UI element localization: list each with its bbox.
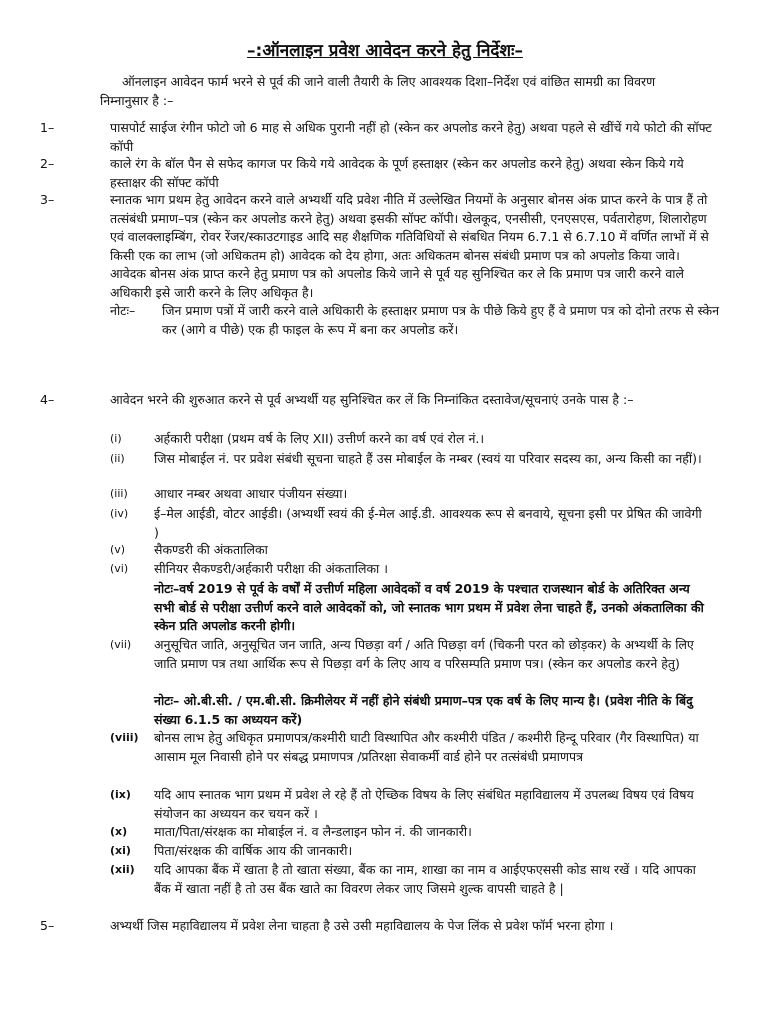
sub-item-text: अर्हकारी परीक्षा (प्रथम वर्ष के लिए XII) उत्तीर्ण करने का वर्ष एवं रोल नं.।: [154, 431, 485, 446]
sub-item-marker: (viii): [110, 731, 139, 744]
list-item-4: [40, 391, 720, 410]
sub-item-ii: [110, 450, 710, 469]
sub-item-text: ई–मेल आईडी, वोटर आईडी। (अभ्यर्थी स्वयं की ई-मेल आई.डी. आवश्यक रूप से बनवाये, सूचना इसी पर प्रेषित की जावेगी ): [154, 506, 702, 540]
sub-item-marker: (vi): [110, 562, 129, 575]
page-title: –:ऑनलाइन प्रवेश आवेदन करने हेतु निर्देशः–: [247, 41, 523, 61]
note-label: नोटः–: [110, 303, 136, 318]
sub-item-note-obc: [110, 692, 710, 729]
sub-item-marker: (i): [110, 432, 122, 445]
sub-item-xi: [110, 842, 710, 861]
sub-item-marker: (x): [110, 825, 128, 838]
sub-item-iii: [110, 485, 710, 504]
sub-item-text: नोटः–वर्ष 2019 से पूर्व के वर्षों में उत्तीर्ण महिला आवेदकों व वर्ष 2019 के पश्चात राजस्थान बोर्ड के अतिरिक्त अन्य सभी बोर्ड से परीक्षा उत्तीर्ण करने वाले आवेदकों को, जो स्नातक भाग प्रथम में प्रवेश लेना चाहते हैं, उनको अंकतालिका की स्केन प्रति अपलोड करनी होगी।: [154, 581, 704, 633]
item-number: 3–: [40, 192, 55, 207]
item-text: पासपोर्ट साईज रंगीन फोटो जो 6 माह से अधिक पुरानी नहीं हो (स्केन कर अपलोड करने हेतु) अथवा पहले से खींचें गये फोटो की सॉफ्ट कॉपी: [110, 120, 712, 154]
item-number: 4–: [40, 392, 55, 407]
sub-item-marker: (ii): [110, 452, 125, 465]
item-text: स्नातक भाग प्रथम हेतु आवेदन करने वाले अभ्यर्थी यदि प्रवेश नीति में उल्लेखित नियमों के अनुसार बोनस अंक प्राप्त करने के पात्र हैं तो तत्संबंधी प्रमाण–पत्र (स्केन कर अपलोड करने हेतु) अथवा इसकी सॉफ्ट कॉपी। खेलकूद, एनसीसी, एनएसएस, पर्वतारोहण, शिलारोहण एवं वालक्लाइम्बिंग, रोवर रेंजर/स्काउटगाइड आदि सह शैक्षणिक गतिविधियों से संबधित नियम 6.7.1 से 6.7.10 में वर्णित लाभों में से किसी एक का लाभ (जो अधिकतम हो) आवेदक को देय होगा, अतः अधिकतम बोनस संबंधी प्रमाण पत्र को अपलोड किया जावे।: [110, 192, 709, 263]
sub-item-i: [110, 430, 710, 449]
note-text: जिन प्रमाण पत्रों में जारी करने वाले अधिकारी के हस्ताक्षर प्रमाण पत्र के पीछे किये हुए हैं वे प्रमाण पत्र को दोनो तरफ से स्केन कर (आगे व पीछे) एक ही फाइल के रूप में बना कर अपलोड करें।: [162, 303, 720, 337]
item-note: [110, 302, 720, 339]
intro-paragraph: ऑनलाइन आवेदन फार्म भरने से पूर्व की जाने वाली तैयारी के लिए आवश्यक दिशा–निर्देश एवं वांछित सामग्री का विवरण निम्नानुसार है :–: [100, 74, 656, 108]
item-text: काले रंग के बॉल पैन से सफेद कागज पर किये गये आवेदक के पूर्ण हस्ताक्षर (स्केन कर अपलोड करने हेतु) अथवा स्केन किये गये हस्ताक्षर की सॉफ्ट कॉपी: [110, 156, 684, 190]
sub-item-text: यदि आप स्नातक भाग प्रथम में प्रवेश ले रहे हैं तो ऐच्छिक विषय के लिए संबंधित महाविद्यालय में उपलब्ध विषय एवं विषय संयोजन का अध्ययन कर चयन करें ।: [154, 787, 694, 821]
sub-item-ix: [110, 786, 710, 823]
sub-item-text: आधार नम्बर अथवा आधार पंजीयन संख्या।: [154, 486, 348, 501]
sub-item-text: यदि आपका बैंक में खाता है तो खाता संख्या, बैंक का नाम, शाखा का नाम व आईएफएससी कोड साथ रखें । यदि आपका बैंक में खाता नहीं है तो उस बैंक खाते का विवरण लेकर जाए जिसमे शुल्क वापसी चाहते है |: [154, 862, 696, 896]
item-number: 5–: [40, 918, 55, 933]
sub-item-x: [110, 823, 710, 842]
sub-item-viii: [110, 729, 710, 766]
list-item-1: [40, 119, 720, 156]
sub-item-marker: (vii): [110, 638, 132, 651]
sub-item-text: पिता/संरक्षक की वार्षिक आय की जानकारी।: [154, 843, 353, 858]
sub-item-marker: (iii): [110, 487, 128, 500]
sub-item-text: बोनस लाभ हेतु अधिकृत प्रमाणपत्र/कश्मीरी घाटी विस्थापित और कश्मीरी पंडित / कश्मीरी हिन्दू परिवार (गैर विस्थापित) या आसाम मूल निवासी होने पर संबद्ध प्रमाणपत्र /प्रतिरक्षा सेवाकर्मी वार्ड होने पर तत्संबंधी प्रमाणपत्र: [154, 730, 699, 764]
sub-item-vi: [110, 560, 710, 579]
item-text-continued: आवेदक बोनस अंक प्राप्त करने हेतु प्रमाण पत्र को अपलोड किये जाने से पूर्व यह सुनिश्चित कर ले कि प्रमाण पत्र जारी करने वाले अधिकारी इसे जारी करने के लिए अधिकृत है।: [110, 266, 684, 300]
sub-item-text: जिस मोबाईल नं. पर प्रवेश संबंधी सूचना चाहते हैं उस मोबाईल के नम्बर (स्वयं या परिवार सदस्य का, अन्य किसी का नहीं)।: [154, 451, 702, 466]
sub-item-v: [110, 541, 710, 560]
list-item-2: [40, 155, 720, 192]
sub-item-text: माता/पिता/संरक्षक का मोबाईल नं. व लैन्डलाइन फोन नं. की जानकारी।: [154, 824, 472, 839]
sub-item-text: सैकण्डरी की अंकतालिका: [154, 542, 268, 557]
sub-item-vii: [110, 636, 710, 673]
item-number: 1–: [40, 120, 55, 135]
item-number: 2–: [40, 156, 55, 171]
sub-item-xii: [110, 861, 710, 898]
sub-item-marker: (v): [110, 543, 126, 556]
sub-item-marker: (xii): [110, 863, 135, 876]
sub-item-note-marksheet: [110, 580, 710, 636]
item-text: अभ्यर्थी जिस महाविद्यालय में प्रवेश लेना चाहता है उसे उसी महाविद्यालय के पेज लिंक से प्रवेश फॉर्म भरना होगा ।: [110, 918, 614, 933]
sub-item-marker: (xi): [110, 844, 131, 857]
sub-item-marker: (ix): [110, 788, 131, 801]
sub-item-marker: (iv): [110, 507, 129, 520]
list-item-5: [40, 917, 720, 936]
list-item-3: [40, 191, 720, 339]
sub-item-text: नोटः– ओ.बी.सी. / एम.बी.सी. क्रिमीलेयर में नहीं होने संबंधी प्रमाण–पत्र एक वर्ष के लिए मान्य है। (प्रवेश नीति के बिंदु संख्या 6.1.5 का अध्ययन करें): [154, 693, 693, 727]
sub-item-iv: [110, 505, 710, 542]
item-text: आवेदन भरने की शुरुआत करने से पूर्व अभ्यर्थी यह सुनिश्चित कर लें कि निम्नांकित दस्तावेज/सूचनाएं उनके पास है :–: [110, 392, 634, 407]
sub-item-text: अनुसूचित जाति, अनुसूचित जन जाति, अन्य पिछड़ा वर्ग / अति पिछड़ा वर्ग (चिकनी परत को छोड़कर) के अभ्यर्थी के लिए जाति प्रमाण पत्र तथा आर्थिक रूप से पिछड़ा वर्ग के लिए आय व परिसम्पति प्रमाण पत्र। (स्केन कर अपलोड करने हेतु): [154, 637, 694, 671]
sub-item-text: सीनियर सैकण्डरी/अर्हकारी परीक्षा की अंकतालिका ।: [154, 561, 388, 576]
